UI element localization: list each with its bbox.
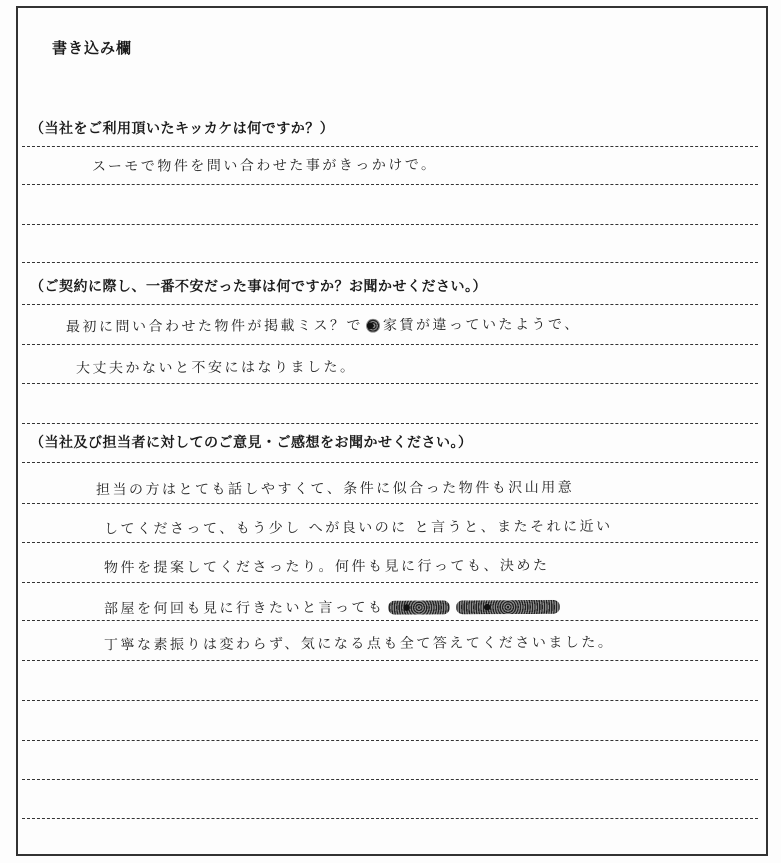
answer-line bbox=[22, 462, 758, 463]
section-3-answer-4-text: 部屋を何回も見に行きたいと言っても bbox=[103, 599, 385, 618]
answer-line bbox=[22, 818, 758, 819]
answer-line bbox=[22, 582, 758, 583]
answer-line bbox=[22, 542, 758, 543]
section-2-answer-1-start: 最初に問い合わせた物件が掲載ミス？で bbox=[65, 317, 364, 336]
answer-line bbox=[22, 304, 758, 305]
section-3-answer-4 bbox=[104, 596, 563, 618]
form-title: 書き込み欄 bbox=[52, 39, 133, 57]
answer-line bbox=[22, 740, 758, 741]
crossed-out-scribble bbox=[387, 600, 449, 614]
answer-line bbox=[22, 503, 758, 504]
section-1-answer-1: スーモで物件を問い合わせた事がきっかけで。 bbox=[91, 157, 438, 175]
section-2-heading: （ご契約に際し、一番不安だった事は何ですか？お聞かせください。） bbox=[30, 279, 487, 295]
section-3-answer-3: 物件を提案してくださったり。何件も見に行っても、決めた bbox=[103, 557, 550, 577]
answer-line bbox=[22, 700, 758, 701]
crossed-out-scribble bbox=[366, 319, 380, 333]
answer-line bbox=[22, 620, 758, 621]
section-2-answer-1-end: 家賃が違っていたようで、 bbox=[382, 316, 581, 334]
answer-line bbox=[22, 779, 758, 780]
answer-line bbox=[22, 660, 758, 661]
section-3-answer-1: 担当の方はとても話しやすくて、条件に似合った物件も沢山用意 bbox=[95, 479, 575, 499]
section-2-answer-2: 大丈夫かないと不安にはなりました。 bbox=[75, 359, 357, 377]
section-1-heading: （当社をご利用頂いたキッカケは何ですか？） bbox=[30, 121, 335, 137]
answer-line bbox=[22, 224, 758, 225]
answer-line bbox=[22, 344, 758, 345]
answer-line bbox=[22, 184, 758, 185]
answer-line bbox=[22, 383, 758, 384]
section-3-answer-2: してくださって、もう少し へが良いのに と言うと、またそれに近い bbox=[103, 518, 613, 538]
section-3-heading: （当社及び担当者に対してのご意見・ご感想をお聞かせください。） bbox=[30, 435, 473, 451]
answer-line bbox=[22, 262, 758, 263]
section-3-answer-5: 丁寧な素振りは変わらず、気になる点も全て答えてくださいました。 bbox=[103, 634, 615, 654]
answer-line bbox=[22, 423, 758, 424]
crossed-out-scribble bbox=[455, 600, 559, 615]
answer-line bbox=[22, 146, 758, 147]
section-2-answer-1 bbox=[66, 314, 581, 337]
